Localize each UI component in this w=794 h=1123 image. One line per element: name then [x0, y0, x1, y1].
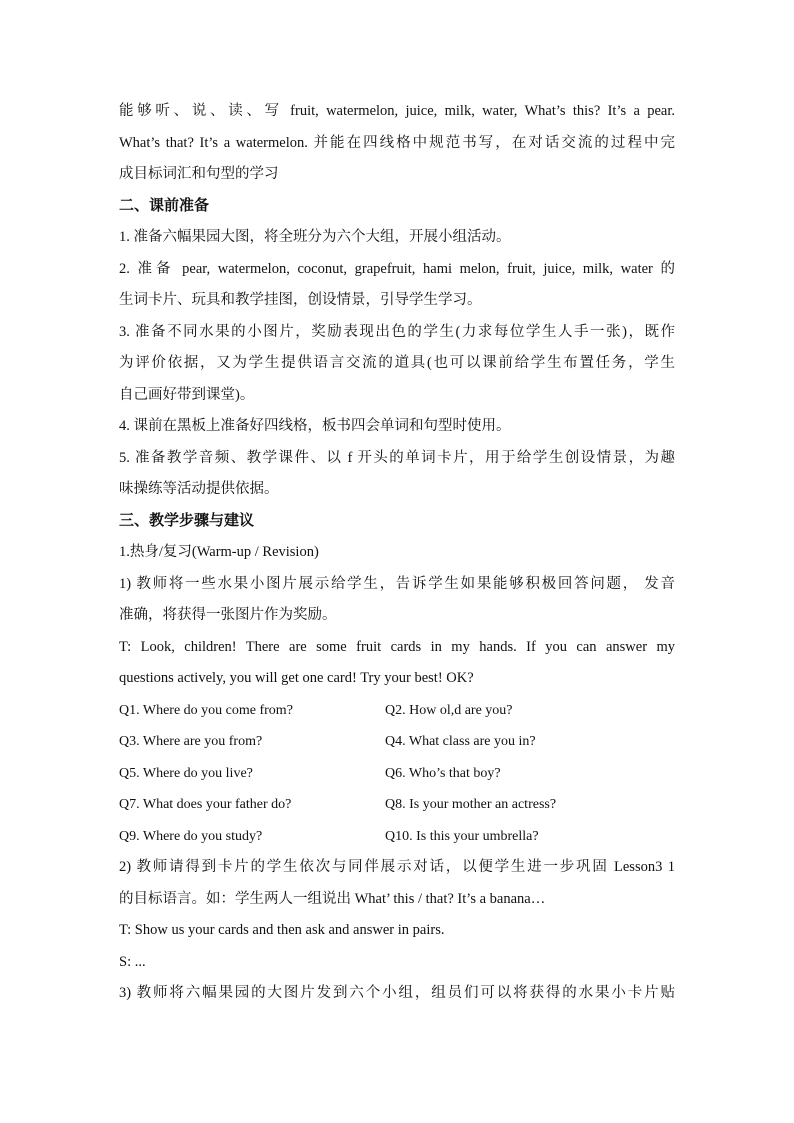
prep-item-3-line-3: 自己画好带到课堂)。 — [119, 386, 255, 403]
step-1-paragraph-1-line-1: 1) 教师将一些水果小图片展示给学生，告诉学生如果能够积极回答问题， 发音 — [119, 575, 675, 592]
teacher-dialogue-1-line-1: T: Look, children! There are some fruit cards in my hands. If you can answer my — [119, 638, 675, 655]
question-row — [119, 758, 675, 790]
prep-item-4: 4. 课前在黑板上准备好四线格，板书四会单词和句型时使用。 — [119, 418, 511, 434]
document-page — [119, 96, 675, 1010]
question-row — [119, 726, 675, 758]
question-left: Q1. Where do you come from? — [119, 702, 293, 718]
question-row — [119, 821, 675, 853]
student-dialogue-2: S: ... — [119, 953, 146, 970]
objectives-line-3: 成目标词汇和句型的学习 — [119, 166, 279, 182]
question-row — [119, 789, 675, 821]
step-1-title: 1.热身/复习(Warm-up / Revision) — [119, 544, 319, 560]
question-right: Q2. How ol,d are you? — [385, 702, 513, 718]
step-1-paragraph-2-line-2: 的目标语言。如：学生两人一组说出 What’ this / that? It’s a banana… — [119, 890, 546, 907]
question-right: Q10. Is this your umbrella? — [385, 828, 539, 844]
prep-item-3-line-1: 3. 准备不同水果的小图片，奖励表现出色的学生(力求每位学生人手一张)，既作 — [119, 323, 675, 340]
prep-item-5-line-1: 5. 准备教学音频、教学课件、以 f 开头的单词卡片，用于给学生创设情景，为趣 — [119, 449, 675, 466]
teacher-dialogue-1-line-2: questions actively, you will get one card! Try your best! OK? — [119, 670, 474, 686]
prep-item-1: 1. 准备六幅果园大图，将全班分为六个大组，开展小组活动。 — [119, 229, 511, 245]
objectives-line-1: 能够听、说、读、写 fruit, watermelon, juice, milk, water, What’s this? It’s a pear. — [119, 103, 675, 119]
section-heading-teaching-steps: 三、教学步骤与建议 — [119, 512, 255, 529]
teacher-dialogue-2: T: Show us your cards and then ask and answer in pairs. — [119, 922, 445, 938]
question-right: Q4. What class are you in? — [385, 734, 536, 749]
question-left: Q5. Where do you live? — [119, 765, 253, 781]
step-1-paragraph-3-line-1: 3) 教师将六幅果园的大图片发到六个小组，组员们可以将获得的水果小卡片贴 — [119, 985, 675, 1001]
question-row — [119, 695, 675, 727]
question-left: Q9. Where do you study? — [119, 828, 263, 844]
prep-item-2-line-2: 生词卡片、玩具和教学挂图，创设情景，引导学生学习。 — [119, 292, 482, 308]
prep-item-3-line-2: 为评价依据，又为学生提供语言交流的道具(也可以课前给学生布置任务，学生 — [119, 355, 675, 371]
prep-item-2-line-1: 2. 准备 pear, watermelon, coconut, grapefruit, hami melon, fruit, juice, milk, water 的 — [119, 260, 675, 277]
prep-item-5-line-2: 味操练等活动提供依据。 — [119, 481, 279, 497]
step-1-paragraph-1-line-2: 准确，将获得一张图片作为奖励。 — [119, 607, 337, 623]
section-heading-preparation: 二、课前准备 — [119, 197, 210, 214]
question-right: Q8. Is your mother an actress? — [385, 797, 557, 812]
question-right: Q6. Who’s that boy? — [385, 765, 501, 781]
question-left: Q7. What does your father do? — [119, 797, 292, 812]
objectives-line-2: What’s that? It’s a watermelon. 并能在四线格中规范书写，在对话交流的过程中完 — [119, 134, 675, 151]
step-1-paragraph-2-line-1: 2) 教师请得到卡片的学生依次与同伴展示对话，以便学生进一步巩固 Lesson3 1 — [119, 859, 675, 875]
question-left: Q3. Where are you from? — [119, 734, 263, 749]
